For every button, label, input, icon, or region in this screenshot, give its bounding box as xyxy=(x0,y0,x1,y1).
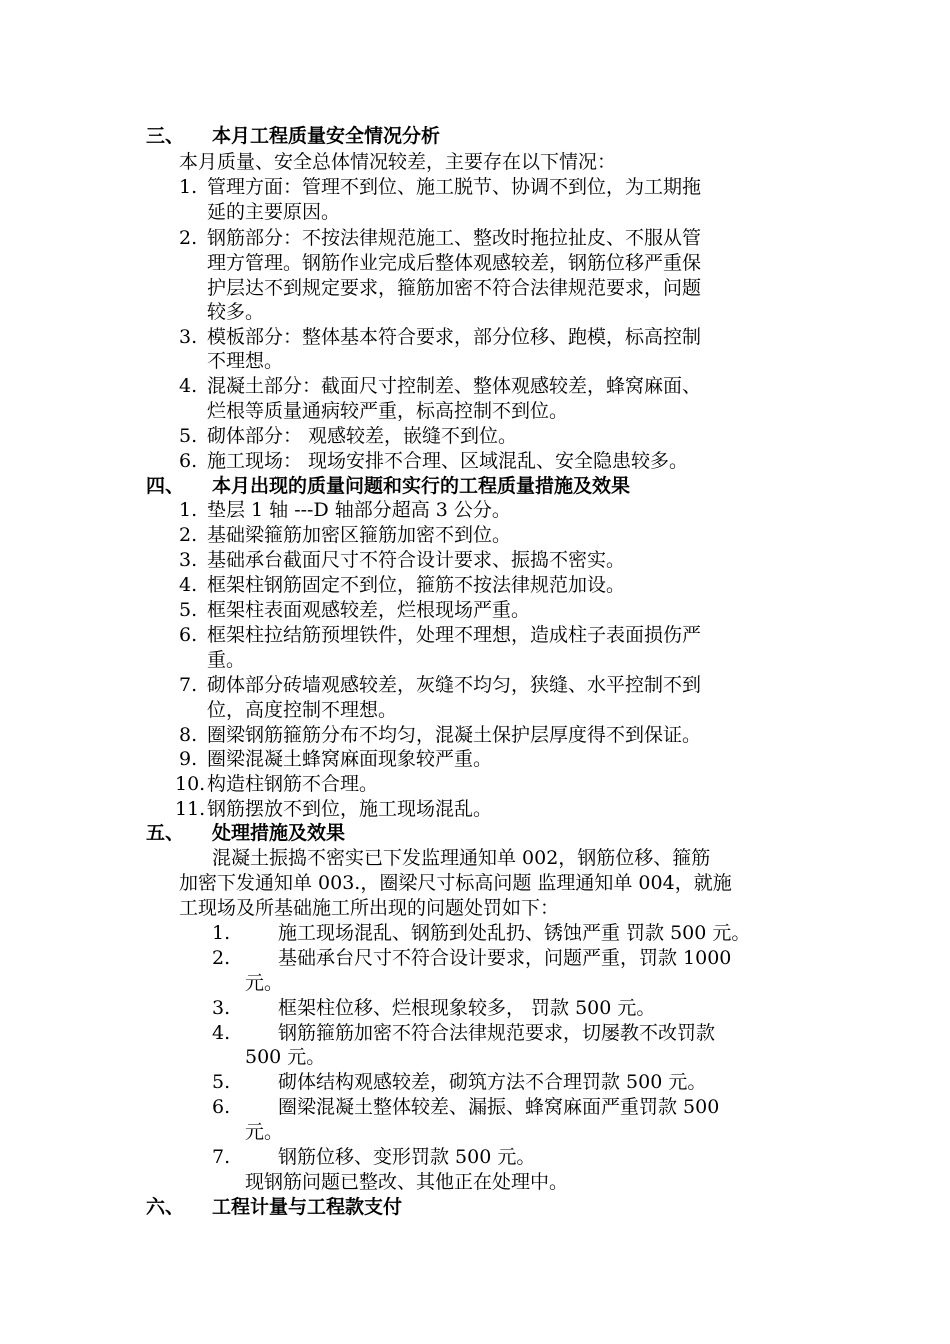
section-6-number: 六、 xyxy=(146,1196,185,1218)
penalty-item-text: 框架柱位移、烂根现象较多， 罚款 500 元。 xyxy=(278,997,656,1019)
list-item-text: 延的主要原因。 xyxy=(207,201,341,223)
list-item-number: 6. xyxy=(179,624,198,646)
penalty-item-number: 5. xyxy=(212,1071,231,1093)
list-item-text: 钢筋摆放不到位，施工现场混乱。 xyxy=(207,798,493,820)
list-item-text: 砌体部分砖墙观感较差，灰缝不均匀，狭缝、水平控制不到 xyxy=(207,674,702,696)
penalty-item-number: 6. xyxy=(212,1096,231,1118)
list-item-number: 5. xyxy=(179,599,198,621)
list-item-number: 2. xyxy=(179,227,198,249)
list-item-text: 基础梁箍筋加密区箍筋加密不到位。 xyxy=(207,524,512,546)
list-item-number: 8. xyxy=(179,724,198,746)
penalty-item-number: 2. xyxy=(212,947,231,969)
list-item-number: 6. xyxy=(179,450,198,472)
list-item-text: 管理方面：管理不到位、施工脱节、协调不到位，为工期拖 xyxy=(207,176,702,198)
penalty-item-text: 元。 xyxy=(245,972,284,994)
list-item-text: 圈梁混凝土蜂窝麻面现象较严重。 xyxy=(207,748,493,770)
list-item-number: 4. xyxy=(179,574,198,596)
list-item-text: 框架柱表面观感较差，烂根现场严重。 xyxy=(207,599,531,621)
list-item-text: 较多。 xyxy=(207,301,265,323)
penalty-item-text: 砌体结构观感较差，砌筑方法不合理罚款 500 元。 xyxy=(278,1071,707,1093)
list-item-text: 重。 xyxy=(207,649,246,671)
section-5-title: 处理措施及效果 xyxy=(212,822,346,844)
section-3-number: 三、 xyxy=(146,125,185,147)
list-item-text: 施工现场： 现场安排不合理、区域混乱、安全隐患较多。 xyxy=(207,450,689,472)
section-6-title: 工程计量与工程款支付 xyxy=(212,1196,403,1218)
section-5-paragraph: 工现场及所基础施工所出现的问题处罚如下： xyxy=(179,897,560,919)
penalty-item-text: 元。 xyxy=(245,1121,284,1143)
section-5-paragraph: 加密下发通知单 003.，圈梁尺寸标高问题 监理通知单 004，就施 xyxy=(179,872,732,894)
list-item-number: 7. xyxy=(179,674,198,696)
list-item-number: 4. xyxy=(179,375,198,397)
list-item-number: 3. xyxy=(179,549,198,571)
section-3-intro: 本月质量、安全总体情况较差，主要存在以下情况： xyxy=(179,151,617,173)
list-item-text: 混凝土部分：截面尺寸控制差、整体观感较差，蜂窝麻面、 xyxy=(207,375,702,397)
penalty-item-text: 钢筋位移、变形罚款 500 元。 xyxy=(278,1146,536,1168)
list-item-number: 1. xyxy=(179,499,198,521)
penalty-item-number: 3. xyxy=(212,997,231,1019)
list-item-text: 基础承台截面尺寸不符合设计要求、振捣不密实。 xyxy=(207,549,626,571)
penalty-item-number: 4. xyxy=(212,1022,231,1044)
list-item-number: 2. xyxy=(179,524,198,546)
list-item-text: 钢筋部分：不按法律规范施工、整改时拖拉扯皮、不服从管 xyxy=(207,227,702,249)
list-item-text: 框架柱钢筋固定不到位，箍筋不按法律规范加设。 xyxy=(207,574,626,596)
list-item-text: 圈梁钢筋箍筋分布不均匀，混凝土保护层厚度得不到保证。 xyxy=(207,724,702,746)
list-item-text: 烂根等质量通病较严重，标高控制不到位。 xyxy=(207,400,569,422)
section-5-closing: 现钢筋问题已整改、其他正在处理中。 xyxy=(245,1171,569,1193)
section-5-paragraph: 混凝土振捣不密实已下发监理通知单 002，钢筋位移、箍筋 xyxy=(212,847,711,869)
list-item-number: 10. xyxy=(175,773,206,795)
list-item-number: 1. xyxy=(179,176,198,198)
list-item-text: 护层达不到规定要求，箍筋加密不符合法律规范要求，问题 xyxy=(207,277,702,299)
list-item-text: 模板部分：整体基本符合要求，部分位移、跑模，标高控制 xyxy=(207,326,702,348)
list-item-text: 构造柱钢筋不合理。 xyxy=(207,773,379,795)
list-item-text: 框架柱拉结筋预埋铁件，处理不理想，造成柱子表面损伤严 xyxy=(207,624,702,646)
list-item-number: 9. xyxy=(179,748,198,770)
list-item-number: 3. xyxy=(179,326,198,348)
list-item-text: 垫层 1 轴 ---D 轴部分超高 3 公分。 xyxy=(207,499,511,521)
penalty-item-text: 施工现场混乱、钢筋到处乱扔、锈蚀严重 罚款 500 元。 xyxy=(278,922,751,944)
list-item-text: 不理想。 xyxy=(207,350,284,372)
section-5-number: 五、 xyxy=(146,822,185,844)
list-item-number: 11. xyxy=(175,798,206,820)
section-4-title: 本月出现的质量问题和实行的工程质量措施及效果 xyxy=(212,475,631,497)
penalty-item-text: 钢筋箍筋加密不符合法律规范要求，切屡教不改罚款 xyxy=(278,1022,716,1044)
list-item-number: 5. xyxy=(179,425,198,447)
penalty-item-number: 1. xyxy=(212,922,231,944)
section-4-number: 四、 xyxy=(146,475,185,497)
list-item-text: 砌体部分： 观感较差，嵌缝不到位。 xyxy=(207,425,518,447)
list-item-text: 理方管理。钢筋作业完成后整体观感较差，钢筋位移严重保 xyxy=(207,252,702,274)
section-3-title: 本月工程质量安全情况分析 xyxy=(212,125,441,147)
penalty-item-text: 基础承台尺寸不符合设计要求，问题严重，罚款 1000 xyxy=(278,947,732,969)
penalty-item-number: 7. xyxy=(212,1146,231,1168)
penalty-item-text: 圈梁混凝土整体较差、漏振、蜂窝麻面严重罚款 500 xyxy=(278,1096,720,1118)
penalty-item-text: 500 元。 xyxy=(245,1046,326,1068)
list-item-text: 位，高度控制不理想。 xyxy=(207,699,398,721)
